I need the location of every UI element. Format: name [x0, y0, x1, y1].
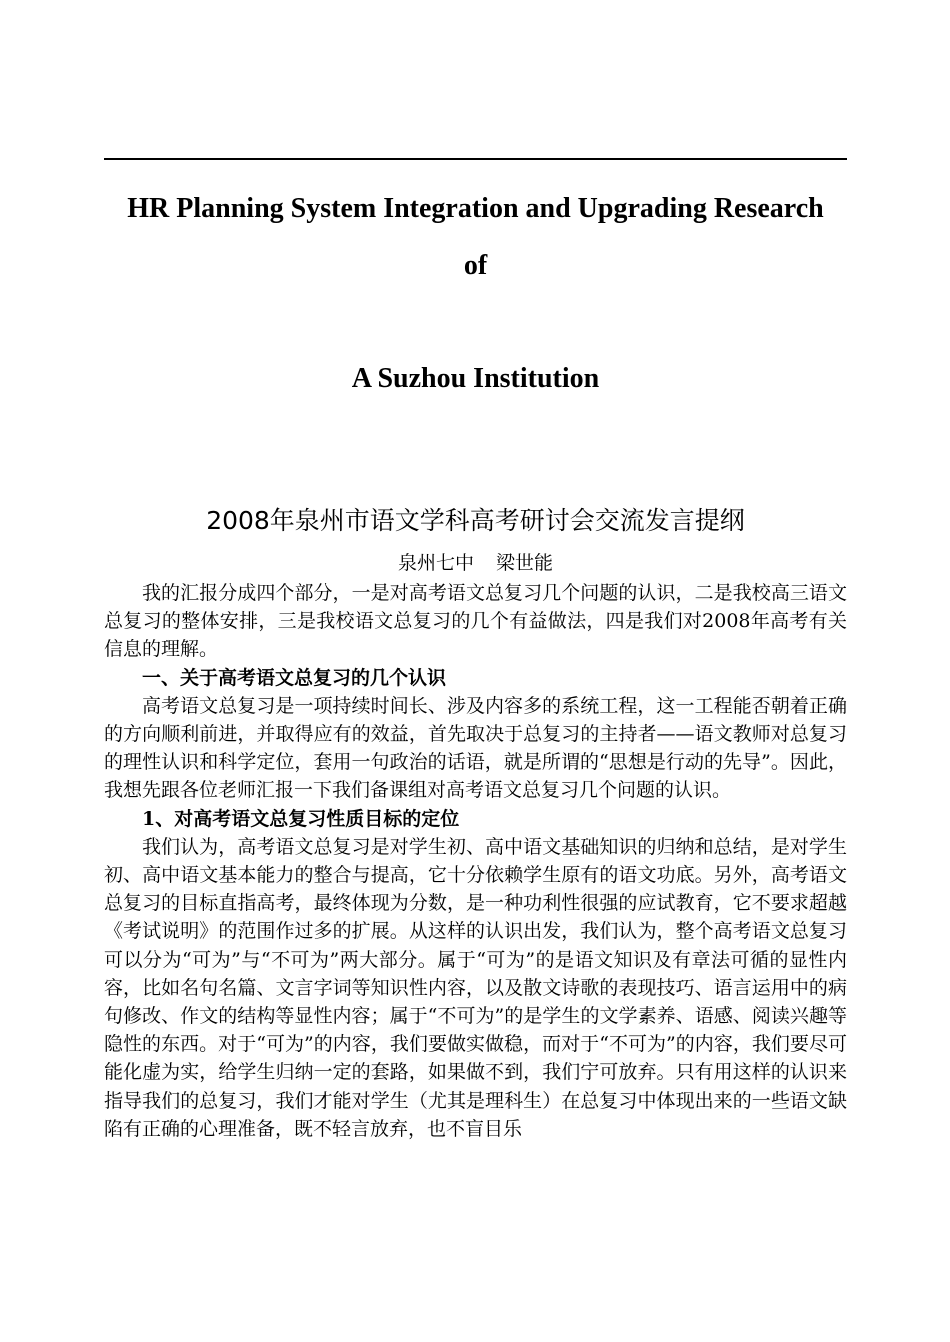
body-paragraph: 我的汇报分成四个部分，一是对高考语文总复习几个问题的认识，二是我校高三语文总复习的整体安排，三是我校语文总复习的几个有益做法，四是我们对2008年高考有关信息的理解。: [104, 582, 847, 661]
english-title-line-1: HR Planning System Integration and Upgrading Research: [127, 193, 824, 224]
english-title-line-3: A Suzhou Institution: [351, 363, 600, 394]
document-title: 2008年泉州市语文学科高考研讨会交流发言提纲: [206, 506, 745, 535]
body-paragraph: 高考语文总复习是一项持续时间长、涉及内容多的系统工程，这一工程能否朝着正确的方向顺利前进，并取得应有的效益，首先取决于总复习的主持者——语文教师对总复习的理性认识和科学定位，套用一句政治的话语，就是所谓的“思想是行动的先导”。因此，我想先跟各位老师汇报一下我们备课组对高考语文总复习几个问题的认识。: [104, 694, 847, 802]
document-body: [104, 579, 847, 1143]
body-paragraph: 我们认为，高考语文总复习是对学生初、高中语文基础知识的归纳和总结，是对学生初、高中语文基本能力的整合与提高，它十分依赖学生原有的语文功底。另外，高考语文总复习的目标直指高考，最终体现为分数，是一种功利性很强的应试教育，它不要求超越《考试说明》的范围作过多的扩展。从这样的认识出发，我们认为，整个高考语文总复习可以分为“可为”与“不可为”两大部分。属于“可为”的是语文知识及有章法可循的显性内容，比如名句名篇、文言字词等知识性内容，以及散文诗歌的表现技巧、语言运用中的病句修改、作文的结构等显性内容；属于“不可为”的是学生的文学素养、语感、阅读兴趣等隐性的东西。对于“可为”的内容，我们要做实做稳，而对于“不可为”的内容，我们要尽可能化虚为实，给学生归纳一定的套路，如果做不到，我们宁可放弃。只有用这样的认识来指导我们的总复习，我们才能对学生（尤其是理科生）在总复习中体现出来的一些语文缺陷有正确的心理准备，既不轻言放弃，也不盲目乐: [104, 835, 847, 1140]
section-heading: 一、关于高考语文总复习的几个认识: [142, 666, 447, 689]
header-rule: [104, 158, 847, 160]
author-line: 泉州七中 梁世能: [397, 552, 554, 574]
english-title-line-2: of: [463, 250, 488, 281]
section-heading: 1、对高考语文总复习性质目标的定位: [142, 807, 460, 830]
